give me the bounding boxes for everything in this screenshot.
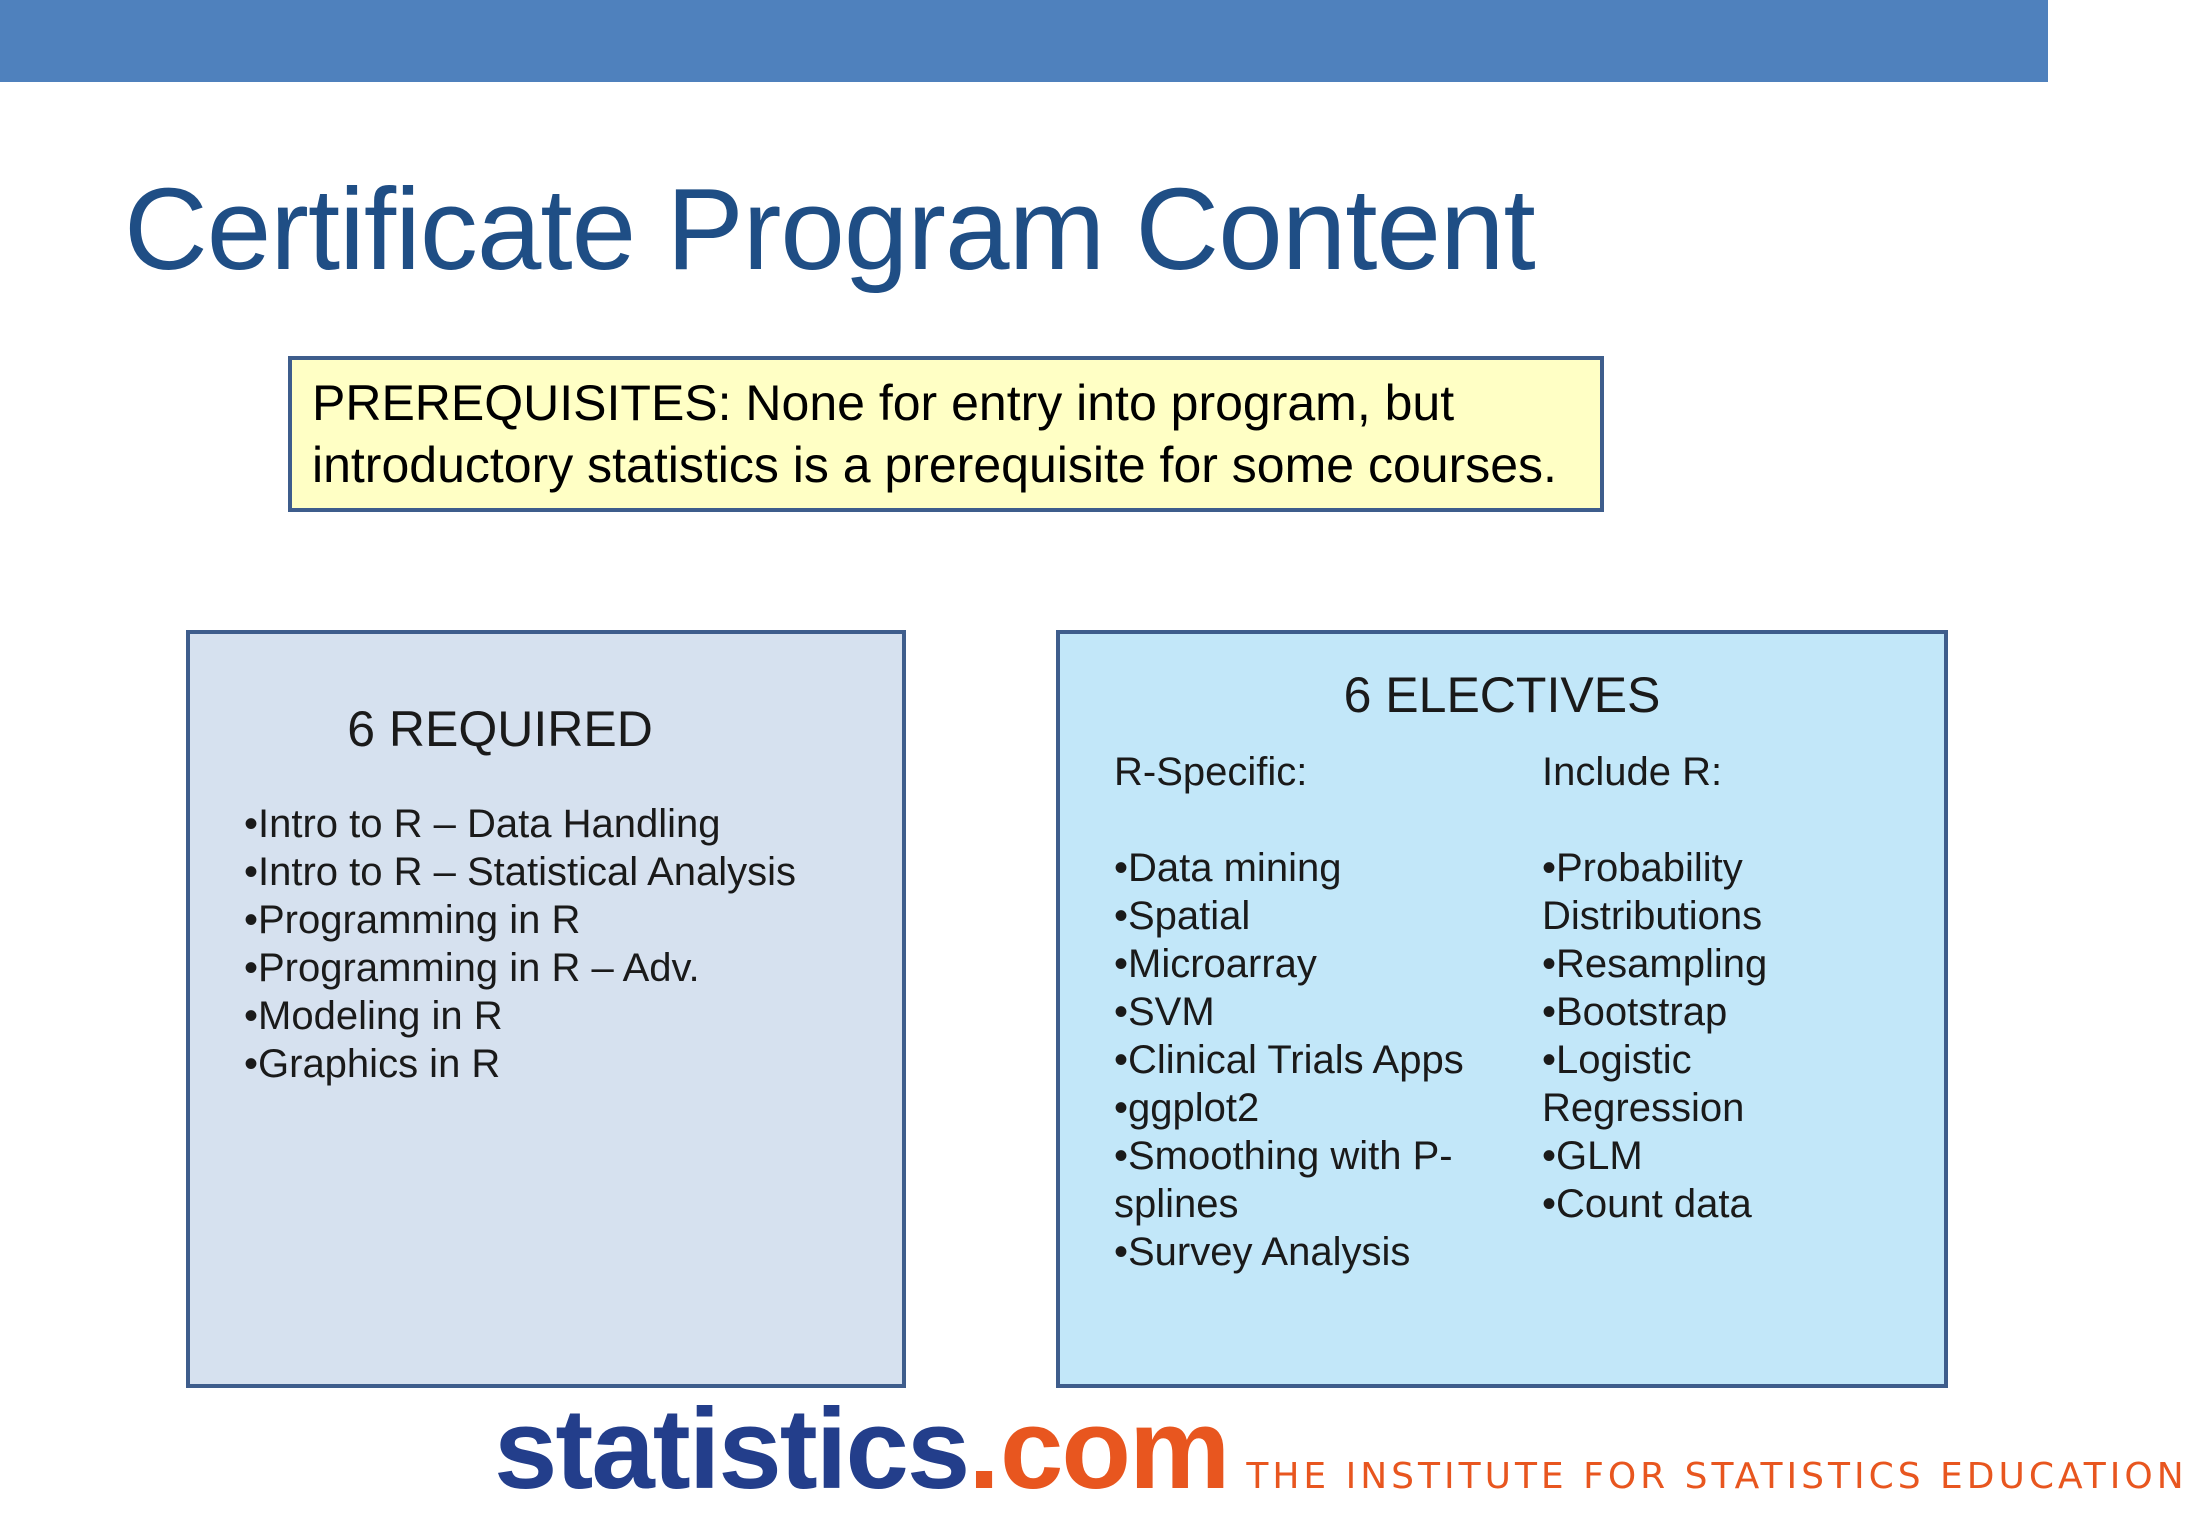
required-item: •Intro to R – Data Handling <box>244 802 721 846</box>
logo-tld: com <box>999 1386 1229 1513</box>
include-r-heading: Include R: <box>1542 750 1723 794</box>
elective-item: •Data mining <box>1114 846 1342 890</box>
elective-item: •Resampling <box>1542 942 1768 986</box>
r-specific-heading: R-Specific: <box>1114 750 1308 794</box>
logo-tagline: THE INSTITUTE FOR STATISTICS EDUCATION <box>1246 1456 2188 1497</box>
elective-item: •Logistic Regression <box>1542 1038 1745 1130</box>
logo-name: statistics <box>494 1386 969 1513</box>
r-specific-column <box>1114 748 1514 1276</box>
elective-item: •Microarray <box>1114 942 1317 986</box>
elective-item: •Probability Distributions <box>1542 846 1763 938</box>
elective-item: •ggplot2 <box>1114 1086 1260 1130</box>
slide-title: Certificate Program Content <box>124 164 1535 294</box>
required-heading: 6 REQUIRED <box>347 701 653 757</box>
required-courses-box <box>186 630 906 1388</box>
statistics-com-logo <box>494 1384 2188 1515</box>
electives-box <box>1056 630 1948 1388</box>
top-accent-bar <box>0 0 2048 82</box>
elective-item: •GLM <box>1542 1134 1643 1178</box>
elective-item: •SVM <box>1114 990 1215 1034</box>
elective-item: •Bootstrap <box>1542 990 1728 1034</box>
required-item: •Programming in R <box>244 898 581 942</box>
prerequisites-line-2: introductory statistics is a prerequisite for some courses. <box>312 437 1557 493</box>
elective-item: •Clinical Trials Apps <box>1114 1038 1464 1082</box>
prerequisites-box <box>288 356 1604 512</box>
logo-dot: . <box>968 1386 1000 1513</box>
required-item: •Graphics in R <box>244 1042 501 1086</box>
prerequisites-line-1: PREREQUISITES: None for entry into program, but <box>312 375 1455 431</box>
elective-item: •Spatial <box>1114 894 1251 938</box>
elective-item: •Survey Analysis <box>1114 1230 1411 1274</box>
required-item: •Programming in R – Adv. <box>244 946 700 990</box>
elective-item: •Count data <box>1542 1182 1752 1226</box>
required-list <box>244 800 884 1088</box>
include-r-column <box>1542 748 1902 1228</box>
electives-heading: 6 ELECTIVES <box>1343 667 1661 723</box>
required-item: •Modeling in R <box>244 994 503 1038</box>
required-item: •Intro to R – Statistical Analysis <box>244 850 797 894</box>
elective-item: •Smoothing with P-splines <box>1114 1134 1453 1226</box>
